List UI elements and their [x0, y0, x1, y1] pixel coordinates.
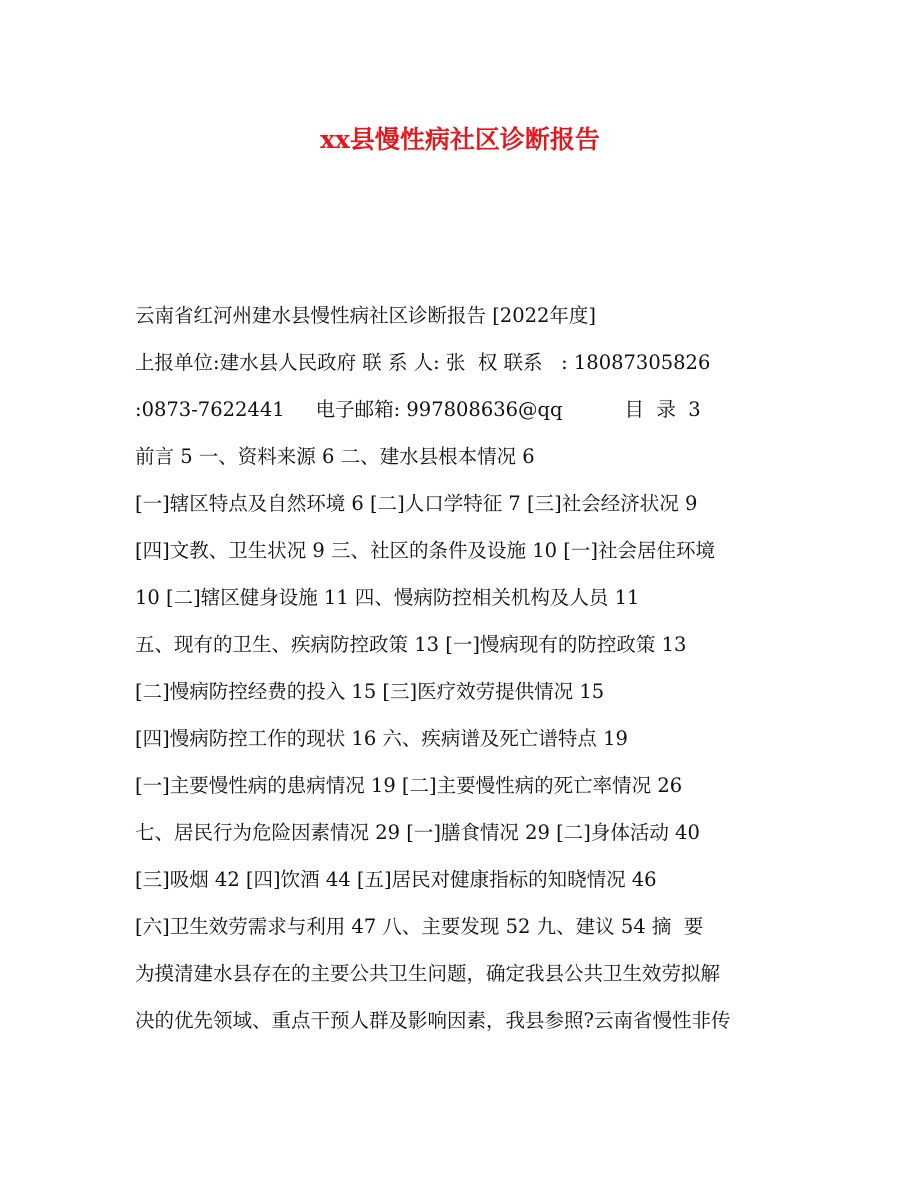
toc-line: [四]慢病防控工作的现状 16 六、疾病谱及死亡谱特点 19 — [135, 727, 628, 750]
document-body — [135, 296, 785, 1048]
document-title: xx县慢性病社区诊断报告 — [320, 125, 600, 154]
toc-line: 七、居民行为危险因素情况 29 [一]膳食情况 29 [二]身体活动 40 — [135, 821, 700, 844]
toc-line: [三]吸烟 42 [四]饮酒 44 [五]居民对健康指标的知晓情况 46 — [135, 868, 657, 891]
abstract-line: 决的优先领域、重点干预人群及影响因素，我县参照?云南省慢性非传 — [135, 1009, 731, 1032]
text-line: 上报单位:建水县人民政府 联 系 人: 张 权 联系 : 18087305826 — [135, 351, 711, 374]
toc-line: [二]慢病防控经费的投入 15 [三]医疗效劳提供情况 15 — [135, 680, 605, 703]
toc-line: [六]卫生效劳需求与利用 47 八、主要发现 52 九、建议 54 摘 要 — [135, 915, 704, 938]
toc-line: 五、现有的卫生、疾病防控政策 13 [一]慢病现有的防控政策 13 — [135, 633, 687, 656]
text-line: :0873-7622441 电子邮箱: 997808636@qq 目 录 3 — [135, 398, 701, 421]
abstract-line: 为摸清建水县存在的主要公共卫生问题，确定我县公共卫生效劳拟解 — [135, 962, 721, 985]
toc-line: 前言 5 一、资料来源 6 二、建水县根本情况 6 — [135, 445, 535, 468]
text-line: 云南省红河州建水县慢性病社区诊断报告 [2022年度] — [135, 304, 597, 327]
toc-line: 10 [二]辖区健身设施 11 四、慢病防控相关机构及人员 11 — [135, 586, 640, 609]
toc-line: [一]主要慢性病的患病情况 19 [二]主要慢性病的死亡率情况 26 — [135, 774, 683, 797]
toc-line: [一]辖区特点及自然环境 6 [二]人口学特征 7 [三]社会经济状况 9 — [135, 492, 698, 515]
toc-line: [四]文教、卫生状况 9 三、社区的条件及设施 10 [一]社会居住环境 — [135, 539, 715, 562]
